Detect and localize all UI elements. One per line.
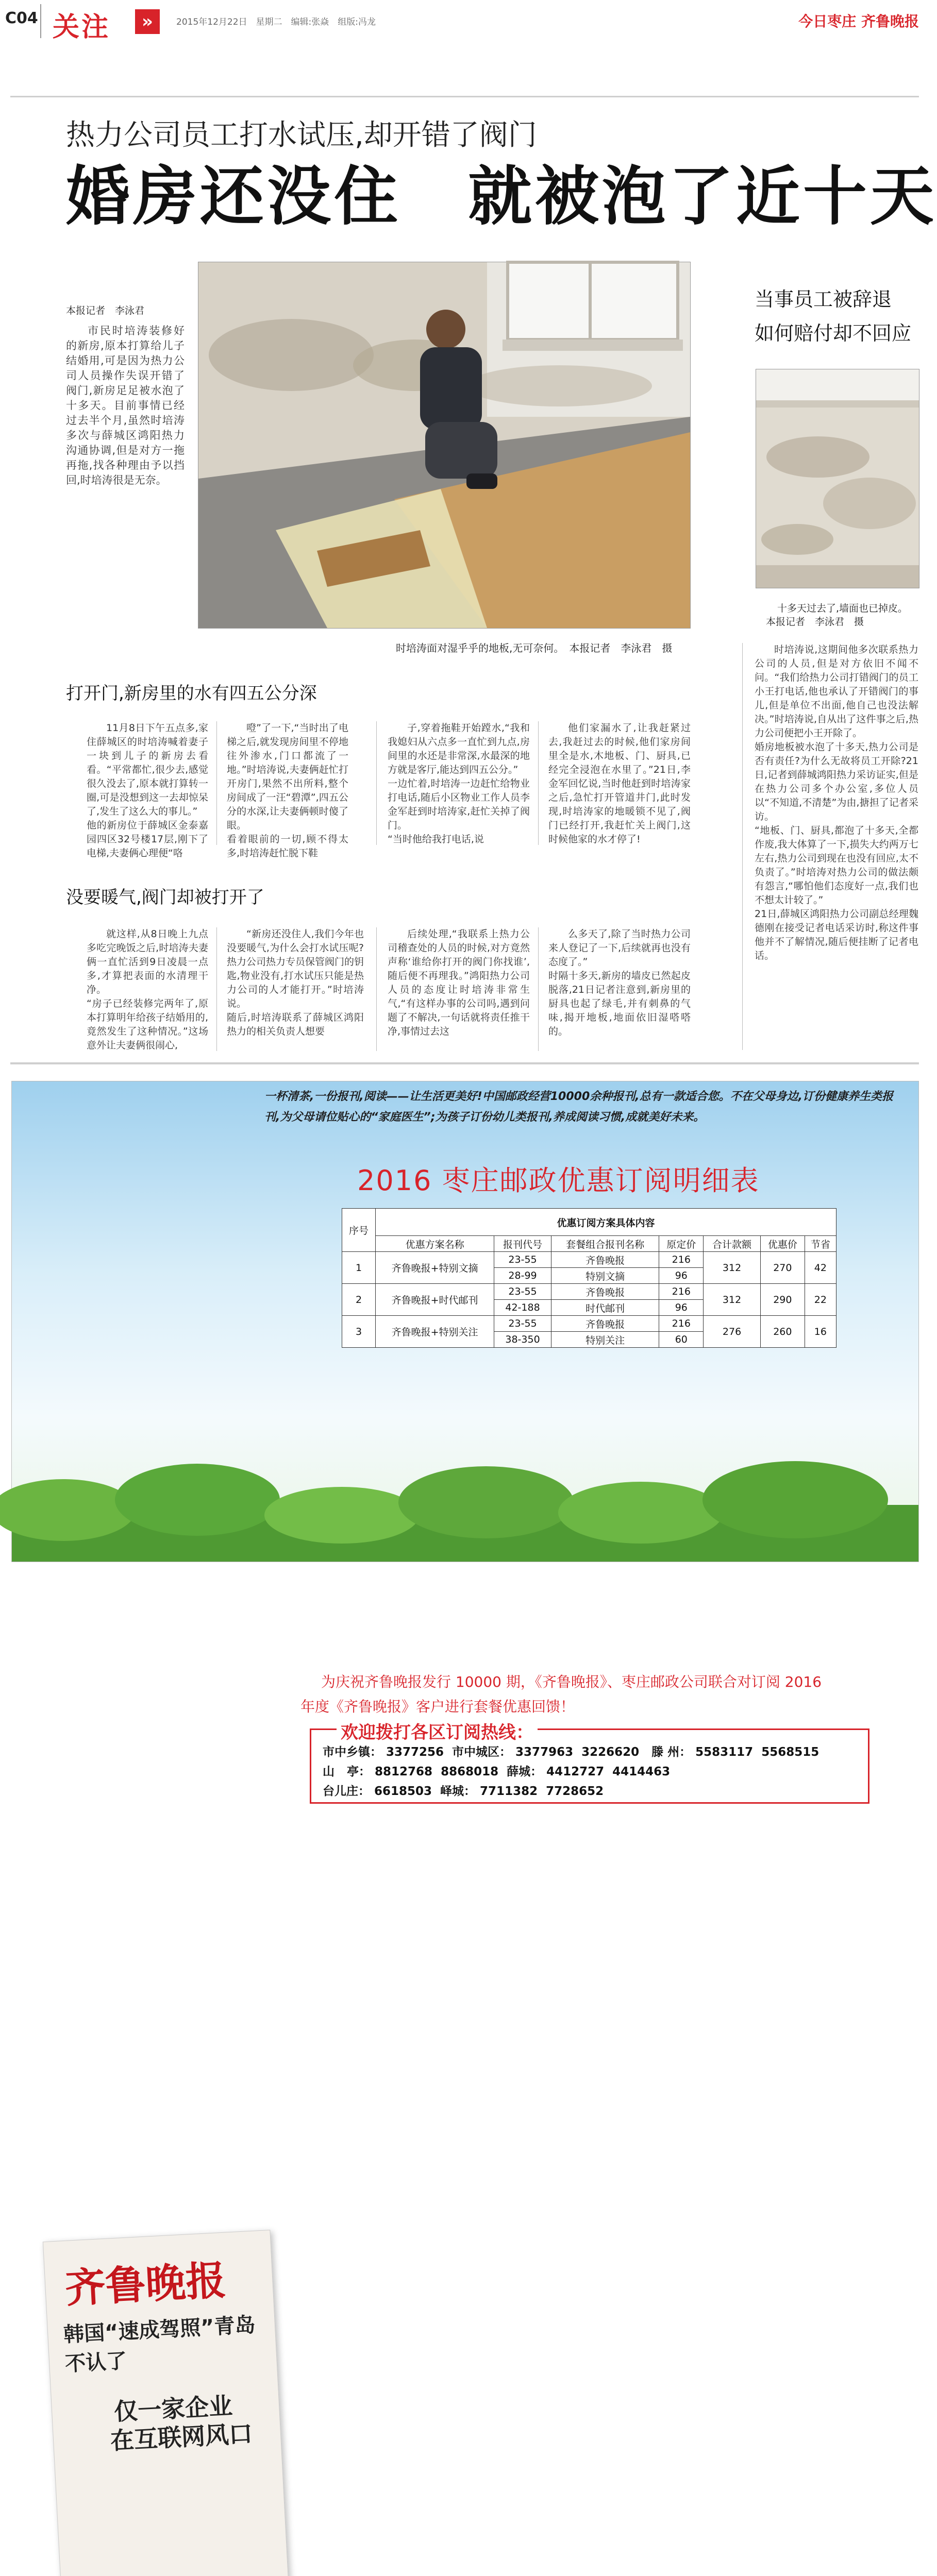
column-divider	[376, 721, 377, 845]
section2-col3-text: 后续处理,“我联系上热力公司稽查处的人员的时候,对方竟然声称‘谁给你打开的阀门你找谁’,随后便不再理我。”鸿阳热力公司人员的态度让时培涛非常生气,“有这样办事的公司吗,遇到问题了不解决,一句话就将责任推干净,事情过去这	[388, 928, 530, 1037]
row-paper: 特别文摘	[551, 1268, 659, 1284]
section2-col3	[388, 927, 530, 1051]
column-divider	[216, 721, 217, 845]
row-paper: 齐鲁晚报	[551, 1284, 659, 1300]
paper-logo: 齐鲁晚报	[64, 2257, 227, 2312]
main-photo-caption: 时培涛面对湿乎乎的地板,无可奈何。 本报记者 李泳君 摄	[396, 642, 673, 654]
row-discount: 270	[760, 1252, 805, 1284]
row-code: 42-188	[494, 1300, 551, 1316]
ad-promo-line2: 年度《齐鲁晚报》客户进行套餐优惠回馈！	[300, 1698, 575, 1715]
row-price: 60	[659, 1332, 704, 1348]
hotline-line3: 台儿庄： 6618503 峄城： 7711382 7728652	[323, 1785, 604, 1798]
row-paper: 特别关注	[551, 1332, 659, 1348]
sidebar-title	[755, 282, 911, 350]
table-header-price: 原定价	[659, 1236, 704, 1252]
header-rule	[10, 96, 919, 97]
ad-rule	[10, 1062, 919, 1064]
section1-col3-text: 子,穿着拖鞋开始蹚水,“我和我媳妇从六点多一直忙到九点,房间里的水还是非常深,水最深的地方就是客厅,能达到四五公分。” 一边忙着,时培涛一边赶忙给物业打电话,随后小区物业工作人员李金军赶到时培涛家,赶忙关掉了阀门。 “当时他给我打电话,说	[388, 722, 530, 845]
section2-col1	[87, 927, 208, 1051]
column-divider	[742, 643, 743, 1050]
table-row	[342, 1316, 836, 1332]
section1-col1-text: 11月8日下午五点多,家住薛城区的时培涛喊着妻子一块到儿子的新房去看看。“平常都忙,很少去,感觉很久没去了,原本就打算转一圈,可是没想到这一去却惊呆了,发生了这么大的事儿。” 他的新房位于薛城区金泰嘉园四区32号楼17层,刚下了电梯,夫妻俩心理便“咯	[87, 722, 208, 859]
row-code: 23-55	[494, 1252, 551, 1268]
table-group-header: 优惠订阅方案具体内容	[376, 1209, 836, 1236]
row-price: 216	[659, 1252, 704, 1268]
table-header-name: 优惠方案名称	[376, 1236, 494, 1252]
section-title: 关注	[53, 12, 111, 43]
table-header-papers: 套餐组合报刊名称	[551, 1236, 659, 1252]
tree-line-decoration	[12, 1474, 918, 1562]
row-discount: 260	[760, 1316, 805, 1348]
table-group-row	[342, 1209, 836, 1236]
section2-col4-text: 么多天了,除了当时热力公司来人登记了一下,后续就再也没有态度了。” 时隔十多天,新房的墙皮已然起皮脱落,21日记者注意到,新房里的厨具也起了绿毛,并有刺鼻的气味,揭开地板,地面依旧湿嗒嗒的。	[548, 928, 691, 1037]
section1-col2-text: 噔”了一下,“当时出了电梯之后,就发现房间里不停地往外渗水,门口都流了一地。”时培涛说,夫妻俩赶忙打开房门,果然不出所料,整个房间成了一汪“碧潭”,四五公分的水深,让夫妻俩顿时傻了眼。 看着眼前的一切,顾不得太多,时培涛赶忙脱下鞋	[227, 722, 348, 859]
room-photo-illustration	[198, 262, 690, 628]
row-price: 216	[659, 1284, 704, 1300]
column-divider	[216, 927, 217, 1051]
row-discount: 290	[760, 1284, 805, 1316]
row-code: 23-55	[494, 1284, 551, 1300]
ad-title: 2016 枣庄邮政优惠订阅明细表	[357, 1164, 760, 1197]
section1-subhead: 打开门,新房里的水有四五公分深	[66, 683, 317, 704]
table-header-row	[342, 1236, 836, 1252]
row-name: 齐鲁晚报+时代邮刊	[376, 1284, 494, 1316]
row-name: 齐鲁晚报+特别关注	[376, 1316, 494, 1348]
table-header-total: 合计款额	[704, 1236, 761, 1252]
table-header-seq: 序号	[342, 1209, 376, 1252]
row-paper: 时代邮刊	[551, 1300, 659, 1316]
row-seq: 3	[342, 1316, 376, 1348]
header-divider	[40, 4, 41, 38]
section1-col2	[227, 721, 348, 859]
table-header-code: 报刊代号	[494, 1236, 551, 1252]
subscription-table	[342, 1208, 836, 1348]
row-paper: 齐鲁晚报	[551, 1252, 659, 1268]
paper-headline-2: 仅一家企业	[113, 2392, 233, 2426]
intro-paragraph: 市民时培涛装修好的新房,原本打算给儿子结婚用,可是因为热力公司人员操作失误开错了阀门,新房足足被水泡了十多天。目前事情已经过去半个月,虽然时培涛多次与薛城区鸿阳热力沟通协调,但是对方一拖再拖,找各种理由予以挡回,时培涛很是无奈。	[66, 325, 185, 486]
article-intro	[66, 324, 185, 488]
table-row	[342, 1284, 836, 1300]
section2-col1-text: 就这样,从8日晚上九点多吃完晚饭之后,时培涛夫妻俩一直忙活到9日凌晨一点多,才算把表面的水清理干净。 “房子已经装修完两年了,原本打算明年给孩子结婚用的,竟然发生了这种情况。”这场意外让夫妻俩很闹心,	[87, 928, 208, 1051]
article-kicker: 热力公司员工打水试压,却开错了阀门	[66, 118, 537, 152]
section1-col1	[87, 721, 208, 859]
side-photo-byline: 本报记者 李泳君 摄	[766, 616, 864, 628]
table-header-discount: 优惠价	[760, 1236, 805, 1252]
row-total: 276	[704, 1316, 761, 1348]
row-price: 96	[659, 1300, 704, 1316]
page-number: C04	[5, 9, 38, 27]
row-save: 22	[805, 1284, 836, 1316]
column-divider	[538, 721, 539, 845]
sidebar-body	[755, 643, 918, 1050]
side-photo	[756, 369, 919, 588]
column-divider	[376, 927, 377, 1051]
hotline-title: 欢迎拨打各区订阅热线：	[337, 1718, 538, 1743]
hotline-line2: 山 亭： 8812768 8868018 薛城： 4412727 4414463	[323, 1765, 671, 1778]
article-headline: 婚房还没住 就被泡了近十天	[66, 160, 937, 234]
sidebar-title-line2: 如何赔付却不回应	[755, 322, 912, 345]
section-arrow-icon: »	[135, 9, 160, 34]
table-header-save: 节省	[805, 1236, 836, 1252]
row-code: 28-99	[494, 1268, 551, 1284]
side-photo-caption: 十多天过去了,墙面也已掉皮。	[777, 603, 908, 614]
subscription-ad	[11, 1081, 919, 2455]
section2-col2	[227, 927, 364, 1051]
row-save: 42	[805, 1252, 836, 1284]
paper-headline-3: 在互联网风口	[109, 2419, 254, 2455]
issue-meta: 2015年12月22日 星期二 编辑:张焱 组版:冯龙	[176, 17, 376, 27]
ad-promo-line1: 为庆祝齐鲁晚报发行 10000 期，《齐鲁晚报》、枣庄邮政公司联合对订阅 2016	[321, 1673, 822, 1690]
newspaper-image	[43, 2230, 291, 2576]
row-total: 312	[704, 1284, 761, 1316]
row-save: 16	[805, 1316, 836, 1348]
row-code: 23-55	[494, 1316, 551, 1332]
wall-photo-illustration	[756, 369, 919, 588]
section1-col4-text: 他们家漏水了,让我赶紧过去,我赶过去的时候,他们家房间里全是水,木地板、门、厨具,已经完全浸泡在水里了。”21日,李金军回忆说,当时他赶到时培涛家之后,急忙打开管道井门,此时发现,时培涛家的地暖锁不见了,阀门已经打开,我赶忙关上阀门,这时候他家的水才停了!	[548, 722, 691, 845]
row-paper: 齐鲁晚报	[551, 1316, 659, 1332]
hotline-line1: 市中乡镇： 3377256 市中城区： 3377963 3226620 滕 州： 5583117 5568515	[323, 1745, 819, 1759]
section2-col2-text: “新房还没住人,我们今年也没要暖气,为什么会打水试压呢?热力公司热力专员保管阀门的钥匙,物业没有,打水试压只能是热力公司的人才能打开。”时培涛说。 随后,时培涛联系了薛城区鸿阳热力的相关负责人想要	[227, 928, 364, 1037]
ad-promo-text	[300, 1670, 822, 1719]
article-byline: 本报记者 李泳君	[66, 305, 145, 316]
row-total: 312	[704, 1252, 761, 1284]
row-seq: 2	[342, 1284, 376, 1316]
row-name: 齐鲁晚报+特别文摘	[376, 1252, 494, 1284]
sidebar-title-line1: 当事员工被辞退	[755, 288, 892, 311]
paper-headline-1: 韩国“速成驾照”青岛不认了	[63, 2313, 256, 2377]
section2-subhead: 没要暖气,阀门却被打开了	[66, 887, 264, 908]
section1-col4	[548, 721, 691, 845]
row-price: 96	[659, 1268, 704, 1284]
row-seq: 1	[342, 1252, 376, 1284]
brand-logo: 今日枣庄 齐鲁晚报	[798, 13, 919, 30]
ad-slogan: 一杯清茶,一份报刊,阅读——让生活更美好!中国邮政经营10000余种报刊,总有一款适合您。不在父母身边,订份健康养生类报刊,为父母请位贴心的“家庭医生”;为孩子订份幼儿类报刊,养成阅读习惯,成就美好未来。	[264, 1090, 894, 1124]
column-divider	[538, 927, 539, 1051]
section1-col3	[388, 721, 530, 845]
row-code: 38-350	[494, 1332, 551, 1348]
section2-col4	[548, 927, 691, 1051]
main-photo	[198, 262, 691, 629]
sidebar-body-text: 时培涛说,这期间他多次联系热力公司的人员,但是对方依旧不闻不问。“我们给热力公司打错阀门的员工小王打电话,他也承认了开错阀门的事儿,但是单位不出面,他自己也没法解决。”时培涛说,自从出了这件事之后,热力公司便把小王开除了。 婚房地板被水泡了十多天,热力公司是否有责任?为什么无故将员工开除?21日,记者到薛城鸿阳热力采访证实,但是在热力公司多个办公室,多位人员以“不知道,不清楚”为由,搪担了记者采访。 “地板、门、厨具,都泡了十多天,全都作废,我大体算了一下,损失大约两万七左右,热力公司到现在也没有回应,太不负责了。”时培涛对热力公司的做法颇有怨言,“哪怕他们态度好一点,我们也不想太计较了。” 21日,薛城区鸿阳热力公司副总经理魏德刚在接受记者电话采访时,称这件事他并不了解情况,随后便挂断了记者电话。	[755, 644, 918, 961]
row-price: 216	[659, 1316, 704, 1332]
table-row	[342, 1252, 836, 1268]
